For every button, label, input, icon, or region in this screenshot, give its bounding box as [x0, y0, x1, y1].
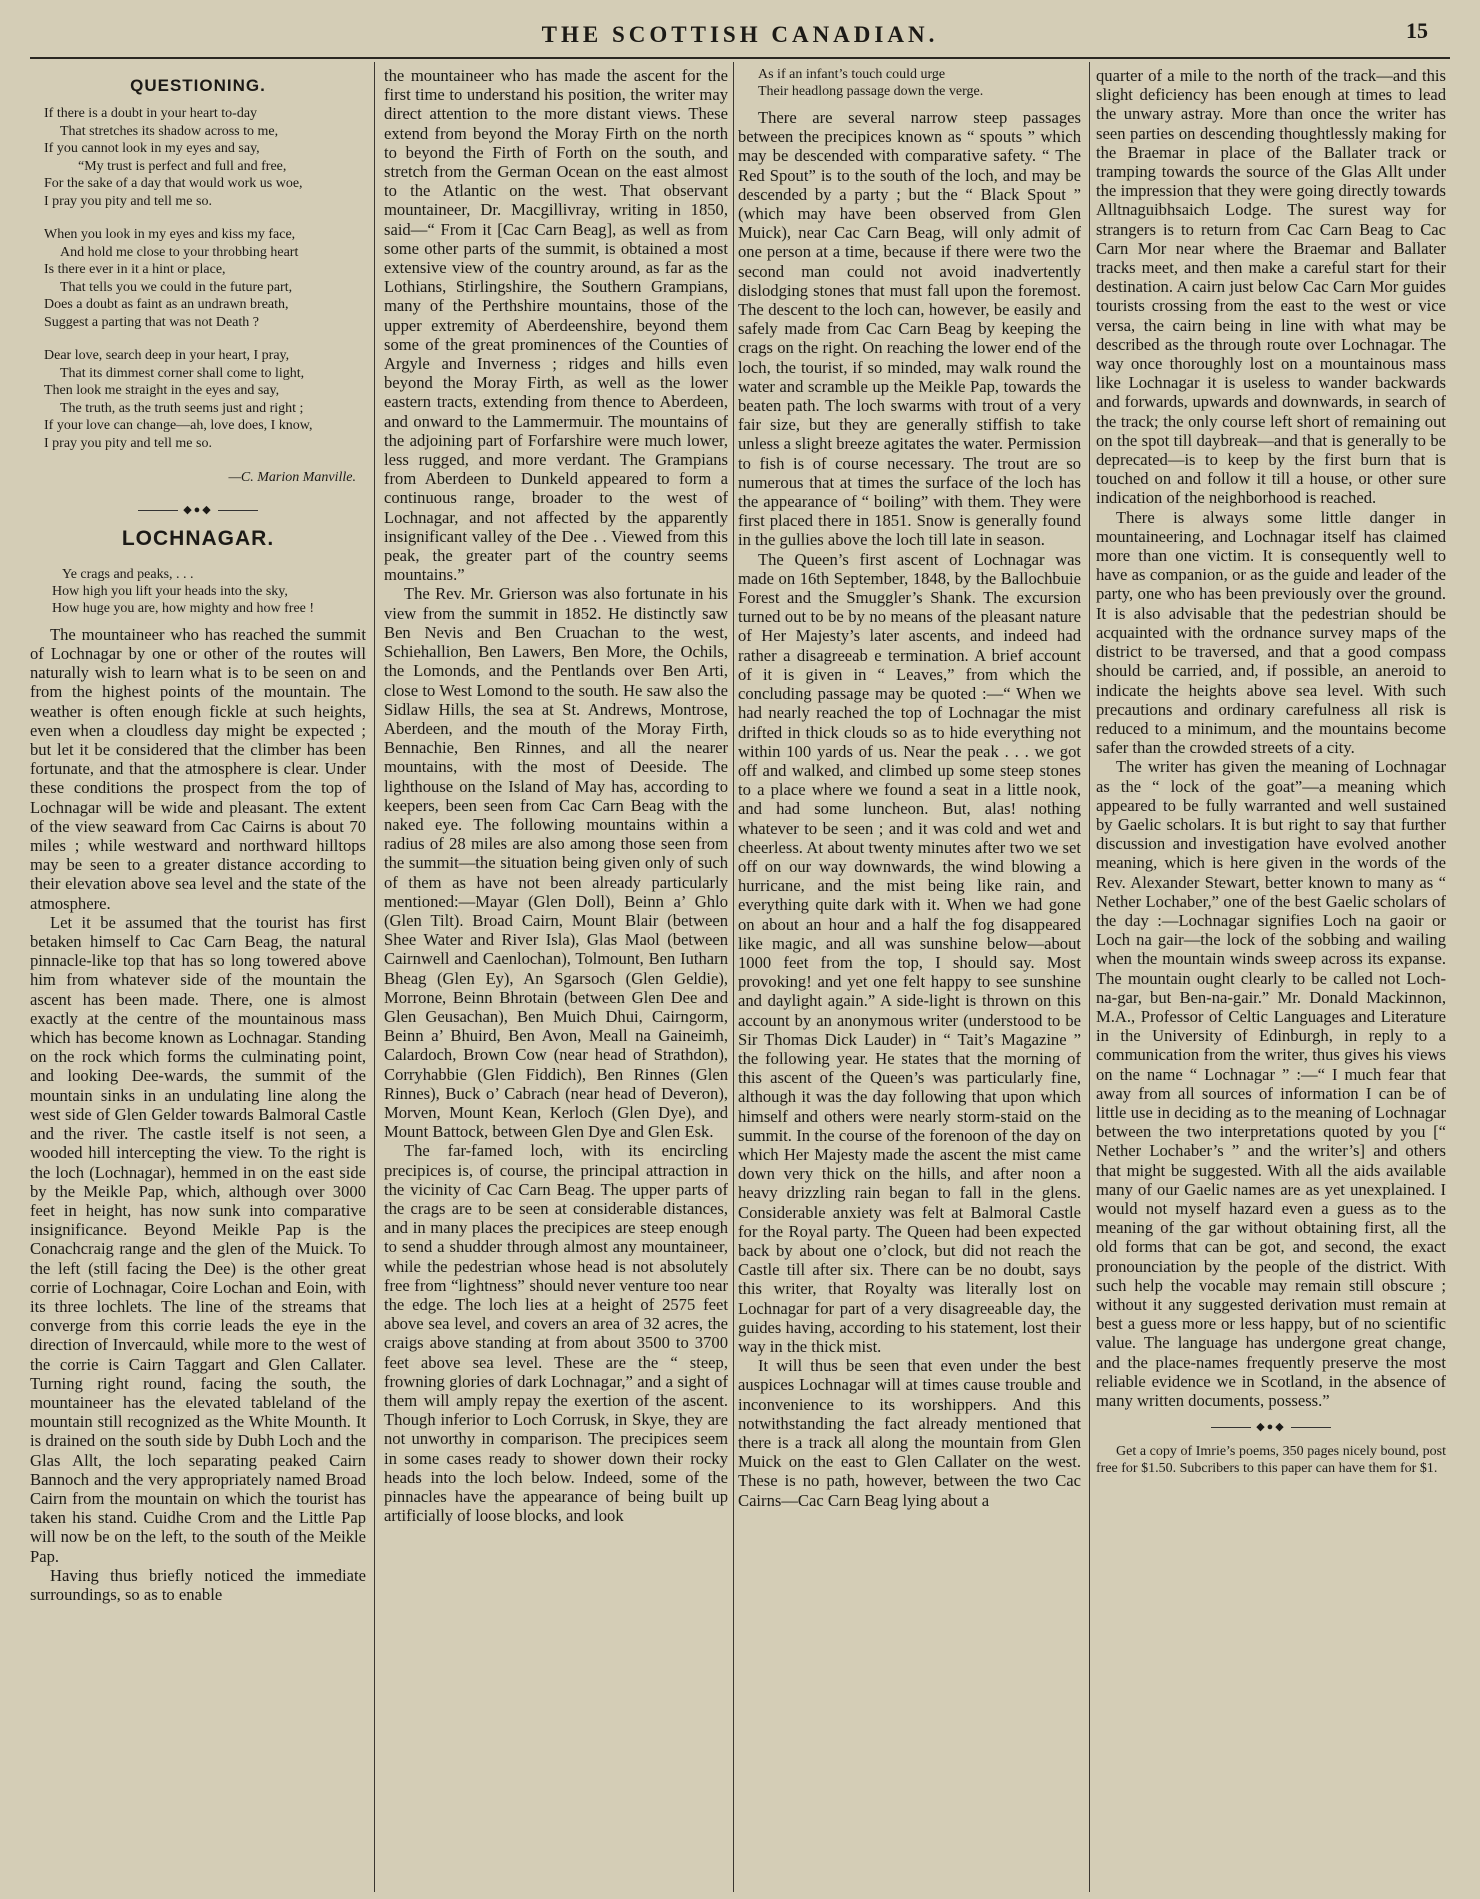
- poem-line: And hold me close to your throbbing heart: [60, 244, 299, 260]
- poem-line: If you cannot look in my eyes and say,: [44, 141, 260, 157]
- newspaper-title: THE SCOTTISH CANADIAN.: [541, 22, 939, 47]
- article-paragraph: The writer has given the meaning of Lochnagar as the “ lock of the goat”—a meaning which appeared to be fully warranted and well sustained by Gaelic scholars. It is but right to say that further discussion and investigation have evolved another meaning, which is here given in the words of the Rev. Alexander Stewart, better known to many as “ Nether Lochaber,” one of the best Gaelic scholars of the day :—Lochnagar signifies Loch na gaoir or Loch na gair—the lock of the sobbing and wailing when the mountain winds sweep across its expanse. The mountain ought clearly to be called not Loch-na-gar, but Ben-na-gair.” Mr. Donald Mackinnon, M.A., Professor of Celtic Languages and Literature in the University of Edinburgh, in reply to a communication from the writer, thus gives his views on the name “ Lochnagar ” :—“ I much fear that away from all sources of information I can be of little use in deciding as to the meaning of Lochnagar between the two interpretations quoted by you [“ Nether Lochaber’s ” and the writer’s] and others that might be suggested. With all the aids available many of our Gaelic names are as yet unexplained. I would not myself hazard even a guess as to the meaning of the gar without obtaining first, all the old forms that can be got, and second, the exact pronounciation by the people of the district. With such help the vocable may remain still obscure ; without it any suggested derivation must remain at best a guess more or less happy, but of no scientific value. The language has undergone great change, and the place-names frequently preserve the most reliable evidence we in Scotland, in the absence of many written documents, possess.”: [1096, 757, 1446, 1411]
- poem-line: I pray you pity and tell me so.: [44, 435, 212, 451]
- ornament-divider: ◆●◆: [30, 501, 366, 520]
- article-paragraph: The far-famed loch, with its encircling precipices is, of course, the principal attraction in the vicinity of Cac Carn Beag. The upper parts of the crags are to be seen at considerable distances, and in many places the precipices are steep enough to send a shudder through almost any mountaineer, while the pedestrian whose head is not absolutely free from “lightness” should never venture too near the edge. The loch lies at a height of 2575 feet above sea level, and covers an area of 32 acres, the craigs above standing at from about 3500 to 3700 feet above sea level. These are the “ steep, frowning glories of dark Lochnagar,” and a sight of them will amply repay the exertion of the ascent. Though inferior to Loch Corrusk, in Skye, they are not unworthy in comparison. The precipices seem in some cases ready to shower down their rocky heads into the loch below. Indeed, some of the pinnacles have the appearance of being built up artificially of loose blocks, and look: [384, 1141, 728, 1526]
- epigraph: [30, 566, 366, 617]
- verse-line: As if an infant’s touch could urge: [758, 67, 946, 82]
- poem-line: That stretches its shadow across to me,: [60, 123, 279, 139]
- poem-line: Dear love, search deep in your heart, I pray,: [44, 348, 290, 364]
- masthead-rule: [30, 57, 1450, 59]
- epigraph-line: How high you lift your heads into the sky,: [52, 583, 288, 599]
- poem-line: Suggest a parting that was not Death ?: [44, 314, 260, 330]
- column-2: [384, 66, 728, 1886]
- ornament-divider: ◆●◆: [1096, 1418, 1446, 1437]
- poem-stanza: [30, 347, 366, 452]
- article-paragraph: quarter of a mile to the north of the track—and this slight deficiency has been enough at times to lead the unwary astray. More than once the writer has seen parties on descending thoughtlessly making for the Braemar in place of the Ballater track or tramping towards the source of the Glas Allt under the impression that they were going directly towards Alltnaguibhsaich Lodge. The surest way for strangers is to return from Cac Carn Beag to Cac Carn Mor near where the Braemar and Ballater tracks meet, and then make a careful start for their destination. A cairn just below Cac Carn Mor guides tourists crossing from the east to the west or vice versa, the cairn being in line with what may be described as the through route over Lochnagar. The way once thoroughly lost on a mountainous mass like Lochnagar it is useless to wander backwards and forwards, upwards and downwards, in search of the track; the only course left short of remaining out on the spot till daybreak—and that is generally to be deprecated—is to keep by the first burn that is touched on and follow it till a house, or other sure indication of the neighborhood is reached.: [1096, 66, 1446, 508]
- poem-heading: QUESTIONING.: [130, 76, 266, 95]
- poem-attribution: —C. Marion Manville.: [228, 470, 356, 486]
- poem-line: If there is a doubt in your heart to-day: [44, 106, 258, 122]
- poem-line: The truth, as the truth seems just and right ;: [60, 400, 304, 416]
- epigraph-line: Ye crags and peaks, . . .: [62, 566, 194, 582]
- article-paragraph: There is always some little danger in mountaineering, and Lochnagar itself has claimed more than one victim. It is consequently well to have as companion, or as the guide and leader of the party, one who has been previously over the ground. It is also advisable that the pedestrian should be acquainted with the ordnance survey maps of the district to be traversed, and that a good compass should be carried, and, if possible, an aneroid to indicate the heights above sea level. With such precautions and ordinary carefulness all risk is reduced to a minimum, and the mountains become safer than the crowded streets of a city.: [1096, 507, 1446, 758]
- epigraph-line: How huge you are, how mighty and how free !: [52, 600, 315, 616]
- quoted-verse: [738, 66, 1081, 100]
- article-paragraph: The mountaineer who has reached the summit of Lochnagar by one or other of the routes will naturally wish to learn what is to be seen on and from the highest points of the mountain. The weather is often enough fickle at such heights, even when a cloudless day might be expected ; but let it be considered that the climber has been fortunate, and that the atmosphere is clear. Under these conditions the prospect from the top of Lochnagar will be wide and pleasant. The extent of the view seaward from Cac Cairns is about 70 miles ; while westward and northward hilltops may be seen to a greater distance according to their elevation above sea level and the state of the atmosphere.: [30, 624, 366, 913]
- poem-line: That its dimmest corner shall come to light,: [60, 365, 305, 381]
- poem-line: When you look in my eyes and kiss my face,: [44, 227, 296, 243]
- page-number: 15: [1406, 18, 1428, 43]
- poem-line: That tells you we could in the future part,: [60, 279, 293, 295]
- column-4: [1096, 66, 1446, 1886]
- column-1: [30, 66, 366, 1886]
- column-3: [738, 66, 1081, 1886]
- column-divider: [374, 62, 375, 1892]
- poem-line: Then look me straight in the eyes and say,: [44, 383, 280, 399]
- poem-line: Does a doubt as faint as an undrawn breath,: [44, 297, 289, 313]
- poem-stanza: [30, 105, 366, 210]
- article-paragraph: Let it be assumed that the tourist has first betaken himself to Cac Carn Beag, the natural pinnacle-like top that has so long towered above him from whatever side of the mountain the ascent has been made. There, one is almost exactly at the centre of the mountainous mass which has become known as Lochnagar. Standing on the rock which forms the culminating point, and looking Dee-wards, the summit of the mountain sinks in an undulating line along the west side of Glen Gelder towards Balmoral Castle and the river. The castle itself is not seen, a wooded hill intercepting the view. To the right is the loch (Lochnagar), hemmed in on the east side by the Meikle Pap, which, although over 3000 feet in height, has now sunk into comparative insignificance. Beyond Meikle Pap is the Conachcraig range and the glen of the Muick. To the left (still facing the Dee) is the other great corrie of Lochnagar, Coire Lochan and Eoin, with its three lochlets. The line of the streams that converge from this corrie leads the eye in the direction of Invercauld, while more to the west of the corrie is Cairn Taggart and Glen Callater. Turning right round, facing the south, the mountaineer has the elevated tableland of the mountain still recognized as the White Mounth. It is drained on the south side by Dubh Loch and the Glas Allt, the loch separating peaked Cairn Bannoch and the very appropriately named Broad Cairn from the mountain on which the tourist has taken his stand. Cuidhe Crom and the Little Pap will now be on the left, to the south of the Meikle Pap.: [30, 912, 366, 1566]
- article-paragraph: The Queen’s first ascent of Lochnagar was made on 16th September, 1848, by the Ballochbuie Forest and the Smuggler’s Shank. The excursion turned out to be by no means of the pleasant nature of Her Majesty’s later ascents, and indeed had rather a disagreeab e termination. A brief account of it is given in “ Leaves,” from which the concluding passage may be quoted :—“ When we had nearly reached the top of Lochnagar the mist drifted in thick clouds so as to hide everything not within 100 yards of us. Near the peak . . . we got off and walked, and climbed up some steep stones to a place where we found a seat in a little nook, and had some luncheon. But, alas! nothing whatever to be seen ; and it was cold and wet and cheerless. At about twenty minutes after two we set off on our way downwards, the wind blowing a hurricane, and the mist being like rain, and everything quite dark with it. When we had gone on about an hour and a half the fog disappeared like magic, and all was sunshine below—about 1000 feet from the top, I should say. Most provoking! and yet one felt happy to see sunshine and daylight again.” A side-light is thrown on this account by an anonymous writer (understood to be Sir Thomas Dick Lauder) in “ Tait’s Magazine ” the following year. He states that the morning of this ascent of the Queen’s was particularly fine, although it was the day following that upon which himself and others were nearly storm-staid on the summit. In the course of the forenoon of the day on which Her Majesty made the ascent the mist came down very thick on the hills, and after noon a heavy drizzling rain began to fall in the glens. Considerable anxiety was felt at Balmoral Castle for the Royal party. The Queen had been expected back by about one o’clock, but did not reach the Castle till after six. There can be no doubt, says this writer, that Royalty was literally lost on Lochnagar for part of a very disagreeable day, the guides having, according to his statement, lost their way in the thick mist.: [738, 549, 1081, 1356]
- poem-line: “My trust is perfect and full and free,: [78, 158, 287, 174]
- poem-line: Is there ever in it a hint or place,: [44, 262, 226, 278]
- poem-line: If your love can change—ah, love does, I know,: [44, 418, 313, 434]
- poem-questioning: [30, 105, 366, 452]
- poem-stanza: [30, 226, 366, 331]
- masthead: [0, 18, 1480, 50]
- article-heading: LOCHNAGAR.: [121, 526, 275, 550]
- article-paragraph: the mountaineer who has made the ascent for the first time to understand his position, the writer may direct attention to the more distant views. These extend from beyond the Moray Firth on the north to beyond the Firth of Forth on the south, and stretch from the German Ocean on the east almost to the Atlantic on the west. That observant mountaineer, Dr. Macgillivray, writing in 1850, said—“ From it [Cac Carn Beag], as well as from some other parts of the summit, is obtained a most extensive view of the country around, as far as the Lothians, Stirlingshire, the Southern Grampians, many of the Perthshire mountains, those of the upper extremity of Aberdeenshire, beyond them some of the great prominences of the Counties of Argyle and Inverness ; ridges and hills even beyond the Moray Firth, as well as the lower eastern tracts, extending from thence to Aberdeen, and onward to the Lammermuir. The mountains of the adjoining part of Forfarshire were much lower, less rugged, and more verdant. The Grampians from Aberdeen to Dunkeld appeared to form a continuous range, broader to the west of Lochnagar, and not affected by the apparently insignificant valley of the Dee . . Viewed from this peak, the greater part of the country seems mountains.”: [384, 66, 728, 585]
- poem-line: I pray you pity and tell me so.: [44, 193, 212, 209]
- verse-line: Their headlong passage down the verge.: [758, 84, 984, 99]
- advertisement-notice: Get a copy of Imrie’s poems, 350 pages nicely bound, post free for $1.50. Subcribers to this paper can have them for $1.: [1096, 1444, 1446, 1477]
- column-divider: [733, 62, 734, 1892]
- poem-line: For the sake of a day that would work us woe,: [44, 176, 303, 192]
- article-paragraph: It will thus be seen that even under the best auspices Lochnagar will at times cause trouble and inconvenience to its worshippers. And this notwithstanding the fact already mentioned that there is a track all along the mountain from Glen Muick on the east to Glen Callater on the west. These is no path, however, between the two Cac Cairns—Cac Carn Beag lying about a: [738, 1356, 1081, 1510]
- article-paragraph: The Rev. Mr. Grierson was also fortunate in his view from the summit in 1852. He distinctly saw Ben Nevis and Ben Cruachan to the west, Schiehallion, Ben Lawers, Ben More, the Ochils, the Lomonds, and the Pentlands over Ben Arti, close to West Lomond to the south. He saw also the Sidlaw Hills, the sea at St. Andrews, Montrose, Aberdeen, and the mouth of the Moray Firth, Bennachie, Ben Rinnes, and all the nearer mountains, with the most of Deeside. The lighthouse on the Island of May has, according to keepers, been seen from Cac Carn Beag with the naked eye. The following mountains within a radius of 28 miles are also among those seen from the summit—the situation being given only of such of them as have not been already particularly mentioned:—Mayar (Glen Doll), Beinn a’ Ghlo (Glen Tilt). Broad Cairn, Mount Blair (between Shee Water and River Isla), Glas Maol (between Cairnwell and Caenlochan), Tolmount, Ben Iutharn Bheag (Glen Ey), An Sgarsoch (Glen Geldie), Morrone, Beinn Bhrotain (between Glen Dee and Glen Geusachan), Ben Muich Dhui, Cairngorm, Beinn a’ Bhuird, Ben Avon, Meall na Gaineimh, Calardoch, Brown Cow (near head of Strathdon), Corryhabbie (Glen Fiddich), Ben Rinnes (Glen Rinnes), Buck o’ Cabrach (near head of Deveron), Morven, Mount Kean, Kerloch (Glen Dye), and Mount Battock, between Glen Dye and Glen Esk.: [384, 584, 728, 1142]
- column-divider: [1089, 62, 1090, 1892]
- article-paragraph: Having thus briefly noticed the immediate surroundings, so as to enable: [30, 1565, 366, 1604]
- article-paragraph: There are several narrow steep passages between the precipices known as “ spouts ” which may be descended with comparative safety. “ The Red Spout” is to the south of the loch, and may be descended by a party ; but the “ Black Spout ” (which may have been observed from Glen Muick), near Cac Carn Beag, will only admit of one person at a time, because if there were two the second man could not avoid inadvertently dislodging stones that must fall upon the foremost. The descent to the loch can, however, be easily and safely made from Cac Carn Beag by keeping the crags on the right. On reaching the lower end of the loch, the tourist, if so minded, may walk round the water and scramble up the Meikle Pap, towards the beaten path. The loch swarms with trout of a very fair size, but they are generally stiffish to take unless a slight breeze agitates the water. Permission to fish is of course necessary. The trout are so numerous that at times the surface of the loch has the appearance of “ boiling” with them. They were first placed there in 1851. Snow is generally found in the gullies above the loch till late in season.: [738, 108, 1081, 550]
